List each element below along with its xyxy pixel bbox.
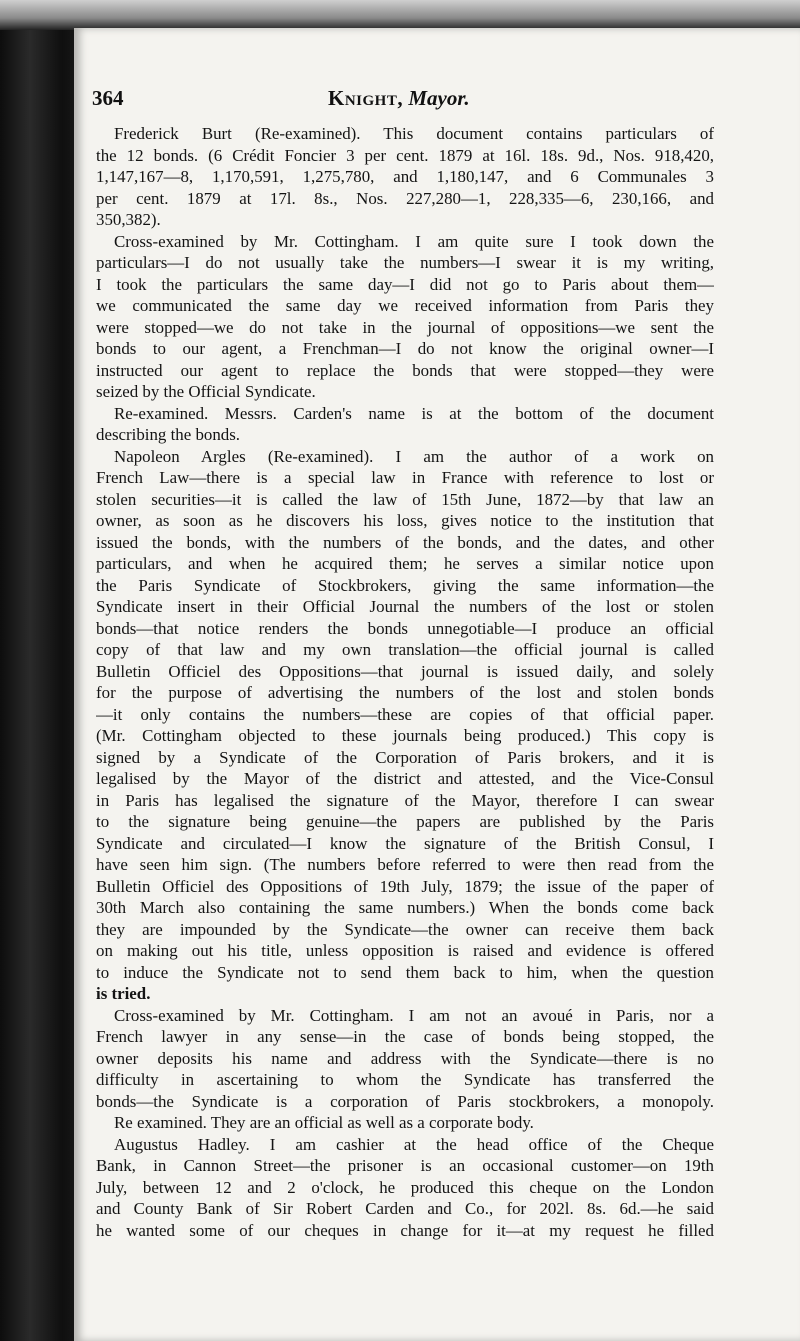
text-line: issued the bonds, with the numbers of the bonds, and the dates, and other	[96, 532, 714, 552]
text-line: Napoleon Argles (Re-examined). I am the author of a work on	[114, 446, 714, 466]
text-line: the Paris Syndicate of Stockbrokers, giving the same information—the	[96, 575, 714, 595]
text-line: per cent. 1879 at 17l. 8s., Nos. 227,280—1, 228,335—6, 230,166, and	[96, 188, 714, 208]
running-head-name: Knight,	[328, 86, 404, 110]
text-line: Re-examined. Messrs. Carden's name is at the bottom of the document	[114, 403, 714, 423]
page-number: 364	[92, 86, 124, 110]
text-line: (Mr. Cottingham objected to these journals being produced.) This copy is	[96, 726, 714, 745]
text-line: Bulletin Officiel des Oppositions—that journal is issued daily, and solely	[96, 661, 714, 681]
text-line: the 12 bonds. (6 Crédit Foncier 3 per cent. 1879 at 16l. 18s. 9d., Nos. 918,420,	[96, 145, 714, 165]
text-line: to the signature being genuine—the papers are published by the Paris	[96, 812, 714, 831]
page-header	[92, 86, 652, 116]
text-line: Bulletin Officiel des Oppositions of 19th July, 1879; the issue of the paper of	[96, 876, 714, 896]
text-line: 350,382).	[96, 210, 161, 229]
text-line: —it only contains the numbers—these are copies of that official paper.	[96, 704, 714, 724]
text-line: difficulty in ascertaining to whom the Syndicate has transferred the	[96, 1070, 714, 1089]
text-line: they are impounded by the Syndicate—the owner can receive them back	[96, 919, 714, 939]
text-line: Syndicate and circulated—I know the signature of the British Consul, I	[96, 833, 714, 853]
text-line: legalised by the Mayor of the district and attested, and the Vice-Consul	[96, 769, 714, 788]
text-line: have seen him sign. (The numbers before referred to were then read from the	[96, 855, 714, 874]
running-head-title: Mayor.	[408, 86, 470, 110]
text-line: owner, as soon as he discovers his loss, gives notice to the institution that	[96, 511, 714, 530]
text-line: Augustus Hadley. I am cashier at the head office of the Cheque	[114, 1134, 714, 1154]
text-line: seized by the Official Syndicate.	[96, 382, 316, 401]
text-line: I took the particulars the same day—I did not go to Paris about them—	[96, 274, 714, 294]
text-line: bonds to our agent, a Frenchman—I do not know the original owner—I	[96, 339, 714, 358]
scan-top-edge	[0, 0, 800, 30]
text-line: 1,147,167—8, 1,170,591, 1,275,780, and 1,180,147, and 6 Communales 3	[96, 167, 714, 186]
text-line: French lawyer in any sense—in the case of bonds being stopped, the	[96, 1027, 714, 1046]
document-body	[96, 123, 714, 1241]
text-line: Syndicate insert in their Official Journal the numbers of the lost or stolen	[96, 597, 714, 616]
text-line: Cross-examined by Mr. Cottingham. I am not an avoué in Paris, nor a	[114, 1005, 714, 1025]
running-head	[328, 86, 470, 111]
text-line: particulars, and when he acquired them; he serves a similar notice upon	[96, 554, 714, 573]
text-line: and County Bank of Sir Robert Carden and Co., for 202l. 8s. 6d.—he said	[96, 1199, 714, 1218]
text-line: instructed our agent to replace the bonds that were stopped—they were	[96, 360, 714, 380]
text-line: stolen securities—it is called the law of 15th June, 1872—by that law an	[96, 489, 714, 509]
text-line: on making out his title, unless opposition is raised and evidence is offered	[96, 941, 714, 960]
text-line: is tried.	[96, 984, 151, 1003]
text-line: he wanted some of our cheques in change for it—at my request he filled	[96, 1220, 714, 1240]
text-line: French Law—there is a special law in France with reference to lost or	[96, 468, 714, 487]
text-line: copy of that law and my own translation—the official journal is called	[96, 640, 714, 659]
text-line: in Paris has legalised the signature of the Mayor, therefore I can swear	[96, 790, 714, 810]
text-line: July, between 12 and 2 o'clock, he produced this cheque on the London	[96, 1177, 714, 1197]
text-line: for the purpose of advertising the numbers of the lost and stolen bonds	[96, 683, 714, 702]
text-line: describing the bonds.	[96, 425, 241, 444]
text-line: were stopped—we do not take in the journal of oppositions—we sent the	[96, 317, 714, 337]
text-line: bonds—that notice renders the bonds unnegotiable—I produce an official	[96, 618, 714, 638]
text-line: Cross-examined by Mr. Cottingham. I am quite sure I took down the	[114, 231, 714, 251]
text-line: to induce the Syndicate not to send them back to him, when the question	[96, 962, 714, 982]
text-line: Re examined. They are an official as well as a corporate body.	[114, 1113, 534, 1132]
text-line: Bank, in Cannon Street—the prisoner is an occasional customer—on 19th	[96, 1156, 714, 1175]
text-line: Frederick Burt (Re-examined). This document contains particulars of	[114, 124, 714, 143]
text-line: signed by a Syndicate of the Corporation of Paris brokers, and it is	[96, 747, 714, 767]
text-line: we communicated the same day we received information from Paris they	[96, 296, 714, 315]
text-line: 30th March also containing the same numbers.) When the bonds come back	[96, 898, 714, 917]
text-line: bonds—the Syndicate is a corporation of Paris stockbrokers, a monopoly.	[96, 1091, 714, 1111]
text-line: owner deposits his name and address with the Syndicate—there is no	[96, 1048, 714, 1068]
text-line: particulars—I do not usually take the numbers—I swear it is my writing,	[96, 253, 714, 272]
